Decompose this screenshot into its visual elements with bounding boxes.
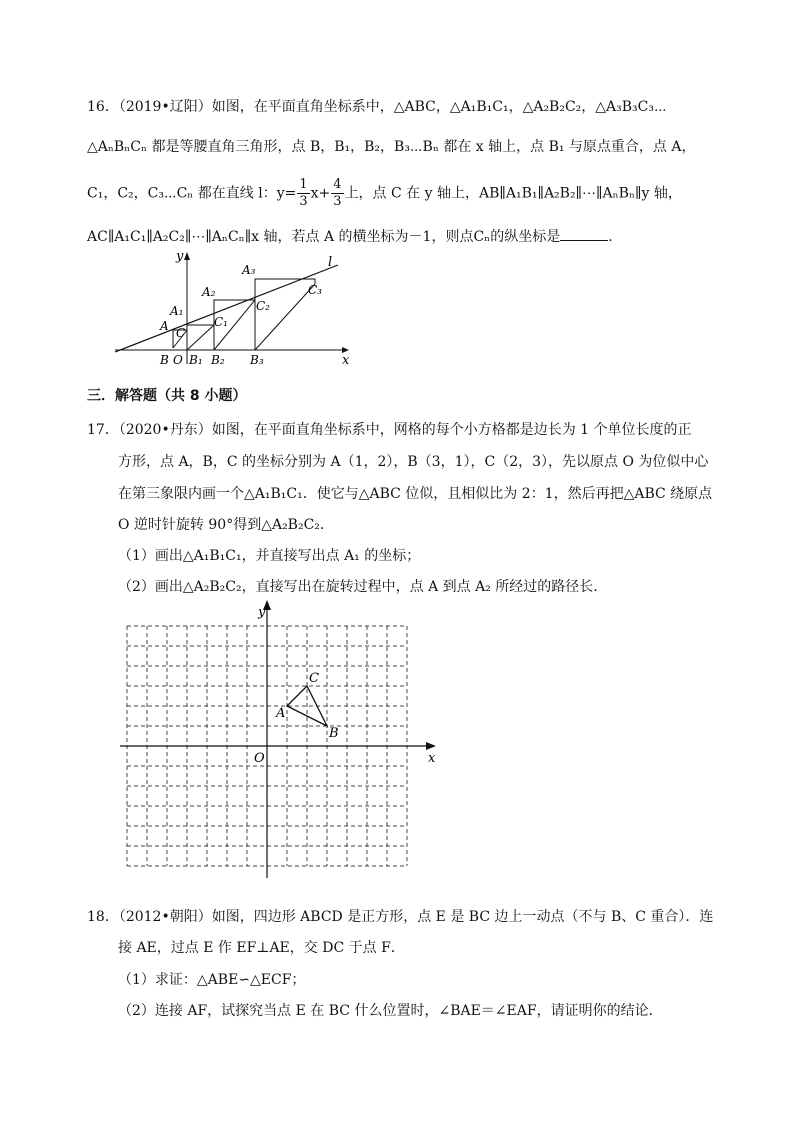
q17-label-C: C bbox=[309, 671, 319, 686]
q17-sub1: （1）画出△A₁B₁C₁，并直接写出点 A₁ 的坐标； bbox=[118, 548, 421, 564]
q18-sub1: （1）求证：△ABE∽△ECF； bbox=[118, 972, 306, 988]
triangle-a1b1c1-hyp bbox=[187, 325, 214, 350]
q16-text-3c: 上，点 C 在 y 轴上，AB∥A₁B₁∥A₂B₂∥⋯∥AₙBₙ∥y 轴， bbox=[344, 185, 682, 202]
q16-number: 16． bbox=[87, 99, 119, 115]
q17-label-y: y bbox=[258, 605, 266, 620]
q16-line2: △AₙBₙCₙ 都是等腰直角三角形，点 B，B₁，B₂，B₃⋯Bₙ 都在 x 轴上，点 B₁ 与原点重合，点 A， bbox=[87, 139, 696, 155]
frac1-numerator: 1 bbox=[299, 177, 308, 192]
q16-label-C: C bbox=[176, 326, 186, 340]
q16-label-C1: C₁ bbox=[214, 315, 228, 329]
q17-line4: O 逆时针旋转 90°得到△A₂B₂C₂． bbox=[118, 517, 334, 533]
q16-label-y: y bbox=[176, 249, 184, 264]
q16-line-l bbox=[115, 265, 338, 352]
frac2-numerator: 4 bbox=[333, 177, 342, 192]
q16-label-B1: B₁ bbox=[189, 353, 203, 367]
triangle-a3b3c3 bbox=[255, 279, 315, 350]
frac1-denominator: 3 bbox=[299, 194, 308, 209]
q16-text-4: AC∥A₁C₁∥A₂C₂∥⋯∥AₙCₙ∥x 轴，若点 A 的横坐标为－1，则点Cₙ的纵坐标是 bbox=[87, 229, 561, 245]
q17-label-O: O bbox=[254, 751, 265, 766]
fraction-four-thirds bbox=[331, 177, 343, 210]
q18-number: 18． bbox=[87, 909, 119, 925]
q17-line2: 方形，点 A，B，C 的坐标分别为 A（1，2），B（3，1），C（2，3），先以原点 O 为位似中心 bbox=[118, 454, 709, 470]
q17-figure bbox=[110, 596, 450, 886]
q16-label-C2: C₂ bbox=[256, 299, 270, 313]
q16-label-A2: A₂ bbox=[202, 285, 216, 299]
q16-label-B: B bbox=[160, 353, 169, 367]
q17-number: 17． bbox=[87, 422, 119, 438]
q17-x-arrow-icon bbox=[426, 742, 436, 750]
q16-label-A1: A₁ bbox=[170, 304, 184, 318]
q17-label-B: B bbox=[329, 726, 339, 741]
q18-line1 bbox=[87, 907, 713, 927]
q18-text-1: （2012•朝阳）如图，四边形 ABCD 是正方形，点 E 是 BC 边上一动点（不与 B、C 重合）．连 bbox=[118, 909, 714, 925]
q17-label-x: x bbox=[428, 751, 436, 766]
q17-line1 bbox=[87, 420, 692, 440]
q16-text-1: （2019•辽阳）如图，在平面直角坐标系中，△ABC，△A₁B₁C₁，△A₂B₂C₂，△A₃B₃C₃⋯ bbox=[118, 99, 667, 115]
q18-line2: 接 AE，过点 E 作 EF⊥AE，交 DC 于点 F． bbox=[118, 940, 405, 956]
q16-label-l: l bbox=[328, 255, 333, 270]
q16-line4 bbox=[87, 226, 613, 247]
q16-label-A3: A₃ bbox=[242, 263, 256, 277]
q16-label-A: A bbox=[160, 319, 169, 333]
q16-label-x: x bbox=[342, 353, 350, 368]
answer-blank[interactable] bbox=[560, 226, 608, 241]
q16-y-arrow-icon bbox=[184, 252, 190, 260]
q16-label-B3: B₃ bbox=[250, 353, 264, 367]
section-three-title: 三．解答题（共 8 小题） bbox=[87, 388, 247, 404]
frac2-denominator: 3 bbox=[333, 194, 342, 209]
q17-text-1: （2020•丹东）如图，在平面直角坐标系中，网格的每个小方格都是边长为 1 个单位长度的正 bbox=[118, 422, 692, 438]
q16-label-B2: B₂ bbox=[211, 353, 225, 367]
q16-text-4-end: . bbox=[608, 229, 613, 245]
fraction-one-third bbox=[297, 177, 309, 210]
q16-label-C3: C₃ bbox=[308, 283, 322, 297]
q17-label-A: A bbox=[276, 706, 286, 721]
q17-sub2: （2）画出△A₂B₂C₂，直接写出在旋转过程中，点 A 到点 A₂ 所经过的路径长． bbox=[118, 579, 608, 595]
q18-sub2: （2）连接 AF，试探究当点 E 在 BC 什么位置时，∠BAE＝∠EAF，请证明你的结论． bbox=[118, 1003, 663, 1019]
q16-label-O: O bbox=[173, 353, 183, 367]
q16-text-3b: x+ bbox=[310, 185, 331, 202]
q16-text-3a: C₁，C₂，C₃⋯Cₙ 都在直线 l：y= bbox=[87, 185, 297, 202]
q16-line3 bbox=[87, 177, 682, 210]
q17-line3: 在第三象限内画一个△A₁B₁C₁．使它与△ABC 位似，且相似比为 2：1，然后再把△ABC 绕原点 bbox=[118, 486, 713, 502]
q16-line1 bbox=[87, 97, 667, 117]
q16-figure bbox=[110, 248, 360, 368]
